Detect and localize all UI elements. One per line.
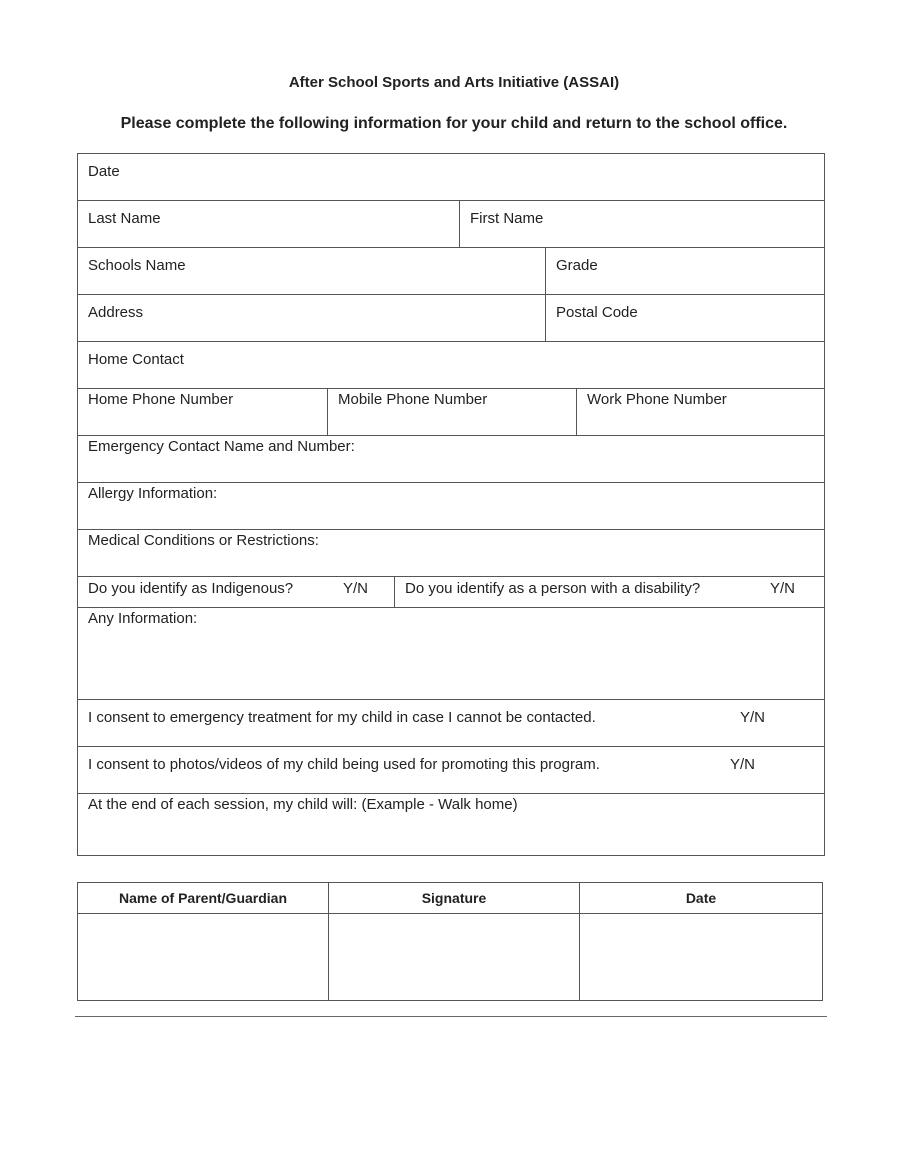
signature-input-row xyxy=(78,914,823,1001)
medical-field[interactable]: Medical Conditions or Restrictions: xyxy=(88,532,319,549)
signature-date-cell[interactable] xyxy=(580,914,823,1001)
end-of-session-field[interactable]: At the end of each session, my child will: (Example - Walk home) xyxy=(88,796,518,813)
consent-treatment-yn: Y/N xyxy=(740,709,766,726)
indigenous-field[interactable] xyxy=(78,577,394,607)
address-row xyxy=(78,295,824,342)
consent-photos-field[interactable] xyxy=(78,747,824,793)
indigenous-question: Do you identify as Indigenous? xyxy=(88,580,294,597)
identity-row xyxy=(78,577,824,608)
name-row xyxy=(78,201,824,248)
address-field[interactable]: Address xyxy=(88,304,144,321)
form-title: After School Sports and Arts Initiative (ASSAI) xyxy=(288,74,620,91)
any-info-field[interactable]: Any Information: xyxy=(88,610,198,627)
home-phone-field[interactable]: Home Phone Number xyxy=(88,391,234,408)
indigenous-yn: Y/N xyxy=(343,580,369,597)
bottom-divider xyxy=(75,1016,827,1017)
date-row xyxy=(78,154,824,201)
mobile-phone-field[interactable]: Mobile Phone Number xyxy=(327,389,576,435)
signature-date-header: Date xyxy=(580,883,823,914)
consent-treatment-text: I consent to emergency treatment for my child in case I cannot be contacted. xyxy=(88,709,596,726)
emergency-row xyxy=(78,436,824,483)
disability-yn: Y/N xyxy=(770,580,796,597)
schools-name-field[interactable]: Schools Name xyxy=(88,257,186,274)
signature-cell[interactable] xyxy=(329,914,580,1001)
medical-row xyxy=(78,530,824,577)
disability-question: Do you identify as a person with a disability? xyxy=(405,580,701,597)
emergency-contact-field[interactable]: Emergency Contact Name and Number: xyxy=(88,438,355,455)
work-phone-field[interactable]: Work Phone Number xyxy=(576,389,824,435)
end-of-session-row xyxy=(78,794,824,855)
last-name-field[interactable]: Last Name xyxy=(88,210,161,227)
phone-row xyxy=(78,389,824,436)
allergy-field[interactable]: Allergy Information: xyxy=(88,485,218,502)
form-instructions: Please complete the following information for your child and return to the school office. xyxy=(120,115,788,132)
consent-treatment-field[interactable] xyxy=(78,700,824,746)
consent-treatment-row xyxy=(78,700,824,747)
postal-code-field[interactable]: Postal Code xyxy=(545,295,824,341)
registration-form xyxy=(77,153,825,856)
allergy-row xyxy=(78,483,824,530)
home-contact-row xyxy=(78,342,824,389)
consent-photos-yn: Y/N xyxy=(730,756,756,773)
school-row xyxy=(78,248,824,295)
signature-header-row xyxy=(78,883,823,914)
signature-table xyxy=(77,882,823,1001)
parent-name-header: Name of Parent/Guardian xyxy=(78,883,329,914)
consent-photos-row xyxy=(78,747,824,794)
disability-field[interactable] xyxy=(394,577,824,607)
consent-photos-text: I consent to photos/videos of my child being used for promoting this program. xyxy=(88,756,600,773)
parent-name-cell[interactable] xyxy=(78,914,329,1001)
first-name-field[interactable]: First Name xyxy=(459,201,824,247)
grade-field[interactable]: Grade xyxy=(545,248,824,294)
date-field[interactable]: Date xyxy=(88,163,120,180)
any-info-row xyxy=(78,608,824,700)
signature-header: Signature xyxy=(329,883,580,914)
home-contact-field[interactable]: Home Contact xyxy=(88,351,184,368)
